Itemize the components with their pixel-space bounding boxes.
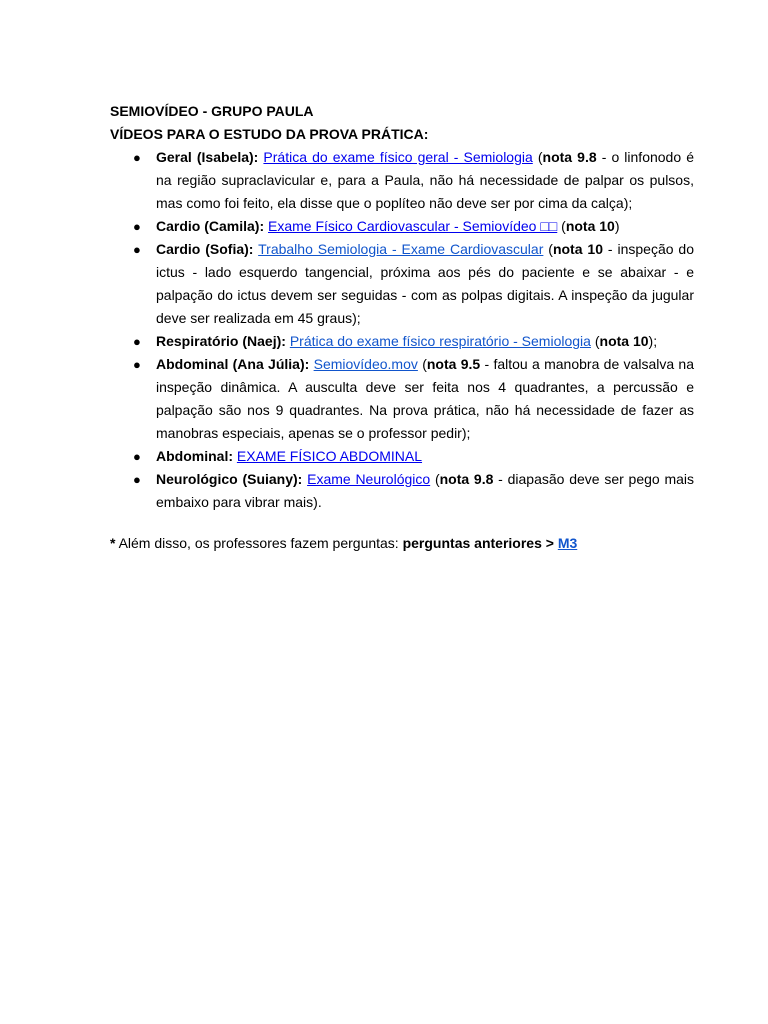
item-grade: nota 10: [565, 218, 615, 234]
item-grade: nota 10: [599, 333, 649, 349]
item-open: (: [532, 149, 543, 165]
item-grade: nota 9.5: [426, 356, 481, 372]
item-label: Geral (Isabela):: [156, 149, 259, 165]
item-label: Respiratório (Naej):: [156, 333, 286, 349]
footnote-text: Além disso, os professores fazem perguntas:: [115, 535, 403, 551]
item-open: (: [590, 333, 600, 349]
footnote-bold: perguntas anteriores >: [402, 535, 558, 551]
video-link-abdominal-ana[interactable]: Semiovídeo.mov: [313, 356, 418, 372]
list-item: [110, 215, 694, 238]
bullet-icon: ●: [133, 357, 141, 372]
item-label: Abdominal:: [156, 448, 233, 464]
item-label: Cardio (Camila):: [156, 218, 265, 234]
item-note: - diapasão deve ser pego mais embaixo para vibrar mais).: [156, 471, 695, 510]
item-note: );: [648, 333, 658, 349]
bullet-icon: ●: [133, 334, 141, 349]
video-link-neurologico[interactable]: Exame Neurológico: [307, 471, 431, 487]
item-note: - o linfonodo é na região supraclavicular e, para a Paula, não há necessidade de palpar os pulsos, mas como foi feito, ela disse que o poplíteo não deve ser por cima da calça);: [156, 149, 694, 211]
item-open: (: [430, 471, 440, 487]
footnote-star: *: [110, 535, 116, 551]
list-item: [110, 330, 694, 353]
item-label: Neurológico (Suiany):: [156, 471, 303, 487]
video-link-cardio-camila[interactable]: Exame Físico Cardiovascular - Semiovídeo □□: [268, 218, 558, 234]
item-grade: nota 10: [552, 241, 603, 257]
list-item: [110, 353, 694, 445]
item-grade: nota 9.8: [542, 149, 597, 165]
item-open: (: [543, 241, 553, 257]
bullet-icon: ●: [133, 449, 141, 464]
video-link-geral[interactable]: Prática do exame físico geral - Semiologia: [263, 149, 533, 165]
footnote: [110, 532, 694, 555]
bullet-icon: ●: [133, 150, 141, 165]
item-label: Abdominal (Ana Júlia):: [156, 356, 310, 372]
bullet-icon: ●: [133, 472, 141, 487]
item-open: (: [417, 356, 427, 372]
item-label: Cardio (Sofia):: [156, 241, 254, 257]
item-grade: nota 9.8: [439, 471, 494, 487]
list-item: [110, 445, 694, 468]
item-note: - faltou a manobra de valsalva na inspeção dinâmica. A ausculta deve ser feita nos 4 quadrantes, a percussão e palpação são nos 9 quadrantes. Na prova prática, não há necessidade de fazer as manobras especiais, apenas se o professor pedir);: [156, 356, 695, 441]
list-item: [110, 238, 694, 330]
document-title: SEMIOVÍDEO - GRUPO PAULA: [110, 103, 314, 119]
video-list: [110, 146, 694, 514]
bullet-icon: ●: [133, 242, 141, 257]
item-note: - inspeção do ictus - lado esquerdo tangencial, próxima aos pés do paciente e se abaixar - e palpação do ictus devem ser seguidas - com as polpas digitais. A inspeção da jugular deve ser realizada em 45 graus);: [156, 241, 694, 326]
item-note: ): [614, 218, 620, 234]
list-item: [110, 146, 694, 215]
document-page: [110, 100, 694, 569]
item-open: (: [557, 218, 566, 234]
video-link-cardio-sofia[interactable]: Trabalho Semiologia - Exame Cardiovascular: [258, 241, 544, 257]
list-item: [110, 468, 694, 514]
video-link-respiratorio[interactable]: Prática do exame físico respiratório - Semiologia: [289, 333, 591, 349]
m3-link[interactable]: M3: [557, 535, 578, 551]
video-link-abdominal[interactable]: EXAME FÍSICO ABDOMINAL: [236, 448, 423, 464]
bullet-icon: ●: [133, 219, 141, 234]
document-subtitle: VÍDEOS PARA O ESTUDO DA PROVA PRÁTICA:: [110, 126, 429, 142]
